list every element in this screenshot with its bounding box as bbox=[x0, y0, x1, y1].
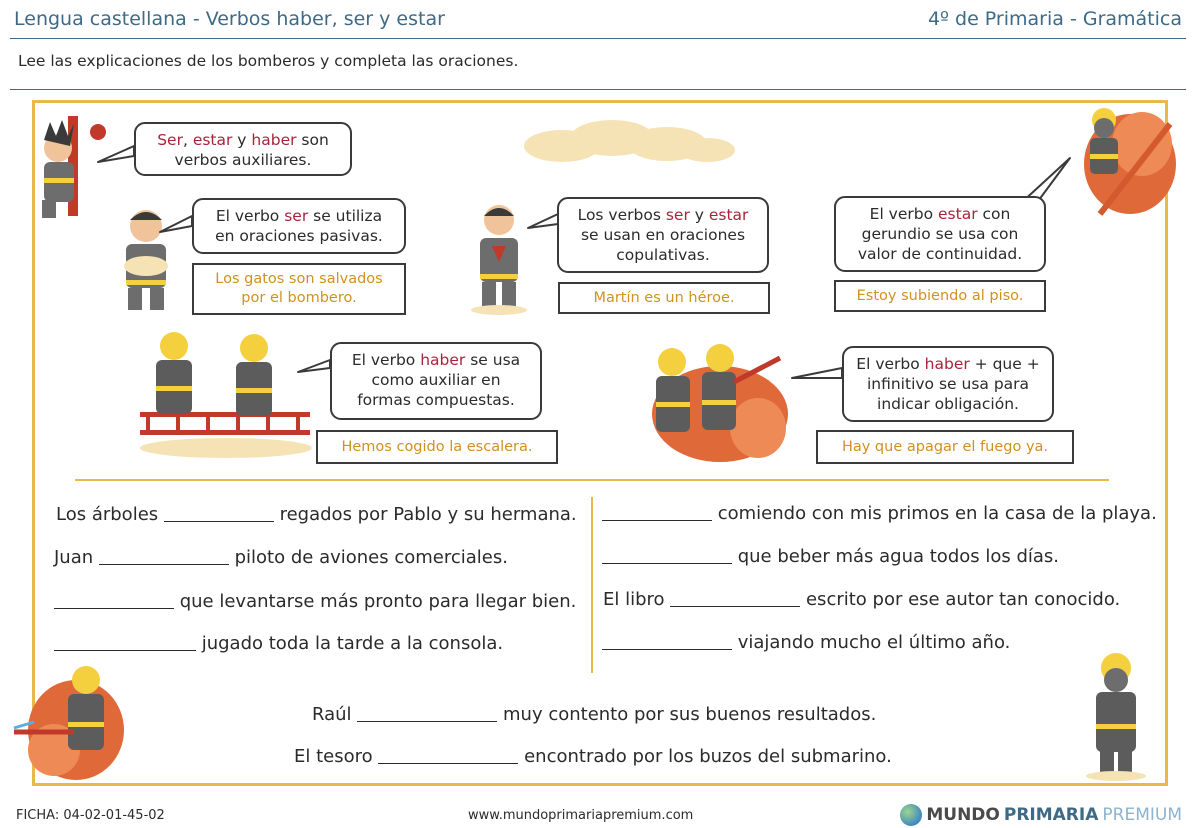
example-box-heroe bbox=[558, 282, 770, 314]
exercise-text: Raúl bbox=[312, 704, 358, 725]
example-box-gatos bbox=[192, 263, 406, 315]
answer-blank[interactable] bbox=[99, 547, 229, 565]
answer-blank[interactable] bbox=[54, 633, 196, 651]
bubble-text: Los verbos bbox=[577, 206, 666, 224]
bubble-line: infinitivo se usa para bbox=[866, 375, 1030, 393]
column-divider bbox=[591, 497, 593, 673]
example-box-fuego bbox=[816, 430, 1074, 464]
instruction-text: Lee las explicaciones de los bomberos y completa las oraciones. bbox=[18, 52, 519, 70]
exercise-line-left-3 bbox=[54, 591, 576, 612]
bubble-line: valor de continuidad. bbox=[857, 245, 1023, 263]
exercise-text: viajando mucho el último año. bbox=[732, 632, 1011, 653]
highlight-ser: ser bbox=[284, 207, 309, 225]
highlight-estar: estar bbox=[192, 131, 233, 149]
exercise-line-right-1 bbox=[602, 503, 1157, 524]
subject-title: Lengua castellana - Verbos haber, ser y estar bbox=[14, 8, 445, 30]
highlight-haber: haber bbox=[924, 355, 970, 373]
highlight-ser: ser bbox=[665, 206, 690, 224]
bubble-line: formas compuestas. bbox=[357, 391, 515, 409]
answer-blank[interactable] bbox=[164, 504, 274, 522]
answer-blank[interactable] bbox=[670, 589, 800, 607]
speech-bubble-copulativas bbox=[557, 197, 769, 273]
bubble-text: El verbo bbox=[869, 205, 939, 223]
globe-icon bbox=[900, 804, 922, 826]
brand-part-2: PRIMARIA bbox=[1003, 805, 1099, 825]
brand-part-3: PREMIUM bbox=[1102, 805, 1182, 825]
answer-blank[interactable] bbox=[602, 632, 732, 650]
bubble-text: son bbox=[296, 131, 329, 149]
bubble-line: en oraciones pasivas. bbox=[215, 227, 383, 245]
exercise-text: regados por Pablo y su hermana. bbox=[273, 504, 577, 525]
highlight-ser: Ser bbox=[157, 131, 183, 149]
bubble-line: copulativas. bbox=[616, 246, 710, 264]
bubble-text: El verbo bbox=[856, 355, 925, 373]
exercise-line-left-2 bbox=[54, 547, 508, 568]
bubble-text: , bbox=[182, 131, 193, 149]
exercise-line-right-2 bbox=[602, 546, 1059, 567]
speech-bubble-estar-gerundio bbox=[834, 196, 1046, 272]
highlight-haber: haber bbox=[251, 131, 297, 149]
exercise-line-left-1 bbox=[56, 504, 577, 525]
bubble-text: El verbo bbox=[351, 351, 421, 369]
exercise-text: piloto de aviones comerciales. bbox=[228, 547, 508, 568]
answer-blank[interactable] bbox=[602, 503, 712, 521]
exercise-line-right-3 bbox=[603, 589, 1120, 610]
brand-part-1: MUNDO bbox=[926, 805, 1000, 825]
bubble-line: verbos auxiliares. bbox=[174, 151, 312, 169]
answer-blank[interactable] bbox=[54, 591, 174, 609]
exercise-text: jugado toda la tarde a la consola. bbox=[196, 633, 504, 654]
exercise-text: El libro bbox=[603, 589, 671, 610]
speech-bubble-haber-compuestas bbox=[330, 342, 542, 420]
speech-bubble-auxiliaries bbox=[134, 122, 352, 176]
bubble-text: y bbox=[689, 206, 709, 224]
highlight-estar: estar bbox=[938, 205, 978, 223]
bubble-text: + que + bbox=[969, 355, 1040, 373]
answer-blank[interactable] bbox=[357, 704, 497, 722]
exercise-text: que beber más agua todos los días. bbox=[732, 546, 1060, 567]
exercise-line-left-4 bbox=[54, 633, 503, 654]
brand-logo bbox=[900, 804, 1182, 826]
exercise-text: escrito por ese autor tan conocido. bbox=[800, 589, 1121, 610]
highlight-estar: estar bbox=[708, 206, 749, 224]
bubble-text: se utiliza bbox=[308, 207, 383, 225]
example-box-subiendo bbox=[834, 280, 1046, 312]
exercise-line-bottom-1 bbox=[312, 704, 876, 725]
bubble-text: El verbo bbox=[215, 207, 285, 225]
exercise-line-right-4 bbox=[602, 632, 1010, 653]
exercise-line-bottom-2 bbox=[294, 746, 892, 767]
bubble-text: se usa bbox=[465, 351, 521, 369]
section-divider bbox=[75, 479, 1109, 481]
bubble-line: como auxiliar en bbox=[371, 371, 501, 389]
example-line: por el bombero. bbox=[241, 290, 357, 306]
answer-blank[interactable] bbox=[378, 746, 518, 764]
exercise-text: El tesoro bbox=[294, 746, 379, 767]
speech-bubble-haber-obligacion bbox=[842, 346, 1054, 422]
bubble-line: se usan en oraciones bbox=[580, 226, 746, 244]
highlight-haber: haber bbox=[420, 351, 466, 369]
exercise-text: que levantarse más pronto para llegar bien. bbox=[174, 591, 577, 612]
example-line: Hay que apagar el fuego ya. bbox=[841, 438, 1049, 455]
website-link[interactable]: www.mundoprimariapremium.com bbox=[468, 808, 694, 823]
bubble-text: con bbox=[977, 205, 1011, 223]
example-box-escalera bbox=[316, 430, 558, 464]
example-line: Hemos cogido la escalera. bbox=[341, 438, 533, 455]
example-line: Estoy subiendo al piso. bbox=[856, 287, 1024, 304]
bubble-line: gerundio se usa con bbox=[861, 225, 1019, 243]
answer-blank[interactable] bbox=[602, 546, 732, 564]
example-line: Martín es un héroe. bbox=[593, 289, 735, 306]
exercise-text: muy contento por sus buenos resultados. bbox=[497, 704, 877, 725]
exercise-text: encontrado por los buzos del submarino. bbox=[518, 746, 892, 767]
grade-title: 4º de Primaria - Gramática bbox=[927, 8, 1182, 30]
exercise-text: Juan bbox=[54, 547, 99, 568]
bubble-text: y bbox=[232, 131, 252, 149]
speech-bubble-ser-pasivas bbox=[192, 198, 406, 254]
worksheet-id: FICHA: 04-02-01-45-02 bbox=[16, 808, 165, 823]
exercise-text: Los árboles bbox=[56, 504, 164, 525]
bubble-line: indicar obligación. bbox=[877, 395, 1019, 413]
exercise-text: comiendo con mis primos en la casa de la playa. bbox=[712, 503, 1157, 524]
example-line: Los gatos son salvados bbox=[215, 271, 383, 287]
